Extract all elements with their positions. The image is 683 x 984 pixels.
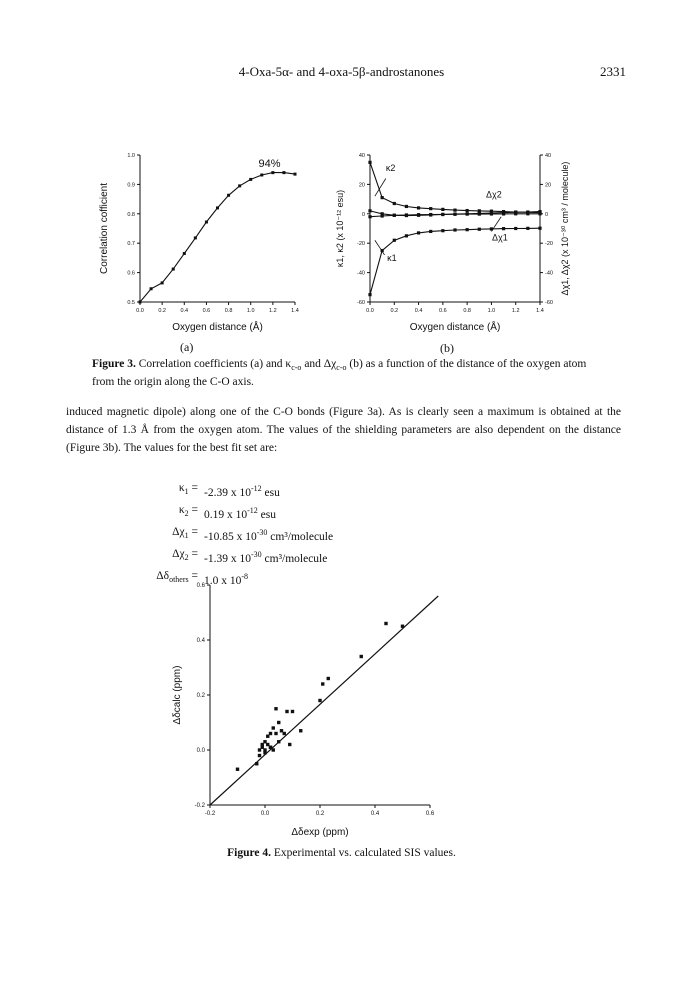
data-point	[194, 236, 197, 239]
data-point	[271, 171, 274, 174]
series-annotation: Δχ1	[492, 232, 508, 243]
y-tick-label: 0.7	[127, 241, 135, 248]
panel-b-label: (b)	[440, 341, 454, 355]
y-axis-label-left: κ1, κ2 (x 10⁻¹² esu)	[335, 189, 345, 268]
x-tick-label: -0.2	[204, 811, 216, 817]
x-tick-label: 0.6	[202, 308, 211, 314]
symbol-subscript: 1	[184, 487, 189, 496]
scatter-point	[384, 622, 387, 625]
scatter-point	[274, 732, 277, 735]
x-tick-label: 1.2	[269, 308, 277, 314]
value-unit: cm³/molecule	[267, 531, 334, 543]
symbol-subscript: others	[169, 575, 189, 584]
equals-sign: =	[188, 526, 198, 538]
series-point	[526, 212, 529, 215]
series-point	[478, 212, 481, 215]
series-point	[381, 214, 384, 217]
x-axis-label: Δδexp (ppm)	[291, 827, 349, 838]
scatter-point	[269, 732, 272, 735]
max-annotation: 94%	[258, 157, 281, 170]
x-tick-label: 0.2	[315, 811, 325, 817]
caption-sub1: c-o	[291, 363, 302, 372]
figure-3-caption-label: Figure 3.	[92, 358, 136, 370]
y-tick-label: 0.2	[196, 693, 205, 699]
parameter-value	[204, 546, 454, 568]
series-annotation: κ1	[387, 252, 397, 263]
symbol-text: Δχ	[172, 548, 185, 560]
scatter-point	[258, 754, 261, 757]
y-tick-label: 0.5	[127, 300, 135, 306]
figure-4-caption-text: Experimental vs. calculated SIS values.	[273, 847, 456, 859]
x-tick-label: 0.0	[136, 308, 144, 314]
data-point	[238, 184, 241, 187]
series-point	[490, 212, 493, 215]
equals-sign: =	[188, 504, 198, 516]
scatter-point	[277, 740, 280, 743]
data-point	[216, 206, 219, 209]
data-point	[161, 281, 164, 284]
equals-sign: =	[188, 482, 198, 494]
parameter-symbol	[150, 480, 204, 502]
page-number: 2331	[600, 64, 626, 79]
parameter-row	[150, 546, 454, 568]
x-axis-label: Oxygen distance (Å)	[172, 322, 263, 333]
value-mantissa: -1.39 x 10	[204, 553, 251, 565]
x-tick-label: 0.4	[180, 308, 189, 314]
series-point	[429, 207, 432, 210]
series-point	[368, 293, 371, 296]
symbol-subscript: 2	[184, 553, 189, 562]
y-tick-label: 0.0	[196, 748, 205, 754]
x-tick-label: 0.6	[425, 811, 435, 817]
value-exponent: -12	[250, 484, 262, 493]
scatter-point	[263, 748, 266, 751]
x-tick-label: 0.8	[224, 308, 233, 314]
scatter-point	[274, 707, 277, 710]
equals-sign: =	[188, 548, 198, 560]
symbol-subscript: 2	[184, 509, 189, 518]
y-tick-label: -0.2	[194, 803, 205, 809]
symbol-subscript: 1	[184, 531, 189, 540]
x-axis-label: Oxygen distance (Å)	[409, 322, 501, 333]
y-tick-label: 0.6	[196, 583, 205, 589]
y-tick-label-left: -60	[357, 300, 365, 306]
data-point	[249, 178, 252, 181]
symbol-text: κ	[178, 482, 185, 494]
series-point	[393, 202, 396, 205]
data-point	[172, 268, 175, 271]
parameter-value	[204, 524, 454, 546]
value-mantissa: -2.39 x 10	[204, 487, 251, 499]
series-point	[514, 212, 517, 215]
x-tick-label: 0.2	[390, 308, 399, 314]
parameter-row	[150, 480, 454, 502]
value-exponent: -30	[256, 528, 268, 537]
data-point	[205, 221, 208, 224]
x-tick-label: 0.4	[370, 811, 380, 817]
parameter-row	[150, 502, 454, 524]
data-point	[282, 171, 285, 174]
series-point	[381, 196, 384, 199]
symbol-text: Δδ	[156, 570, 170, 582]
running-title: 4-Oxa-5α- and 4-oxa-5β-androstanones	[238, 64, 445, 79]
series-point	[417, 231, 420, 234]
data-point	[139, 301, 142, 304]
series-point	[417, 213, 420, 216]
data-point	[150, 287, 153, 290]
y-tick-label-left: -20	[357, 241, 365, 248]
caption-part3: (b) as a function of the distance of the oxygen atom from the origin along the C-O axis.	[92, 358, 587, 388]
parameter-symbol	[150, 524, 204, 546]
series-point	[466, 212, 469, 215]
parameter-row	[150, 524, 454, 546]
y-axis-label-right: Δχ1, Δχ2 (x 10⁻³⁰ cm³ / molecule)	[560, 161, 570, 296]
value-mantissa: 1.0 x 10	[204, 575, 242, 587]
series-annotation: κ2	[385, 163, 396, 174]
y-tick-label-right: 40	[545, 153, 552, 159]
equals-sign: =	[188, 570, 198, 582]
data-point	[294, 173, 297, 176]
series-point	[393, 214, 396, 217]
series-point	[453, 209, 456, 212]
x-tick-label: 0.0	[366, 308, 374, 314]
series-point	[514, 227, 517, 230]
parameter-value	[204, 480, 454, 502]
figure-3a-chart	[90, 140, 310, 340]
y-axis-label: Correlation cofficient	[99, 183, 110, 274]
scatter-point	[327, 677, 330, 680]
series-point	[526, 227, 529, 230]
y-axis-label: Δδcalc (ppm)	[172, 665, 183, 725]
series-point	[405, 205, 408, 208]
x-tick-label: 1.0	[487, 308, 496, 314]
scatter-point	[360, 655, 363, 658]
scatter-point	[285, 710, 288, 713]
series-point	[429, 230, 432, 233]
scatter-point	[269, 746, 272, 749]
value-unit: esu	[257, 509, 277, 521]
y-tick-label-left: 0	[361, 211, 365, 218]
x-tick-label: 0.6	[439, 308, 447, 314]
series-point	[441, 213, 444, 216]
y-tick-label-right: 20	[545, 182, 552, 189]
y-tick-label: 0.9	[127, 182, 135, 189]
scatter-point	[255, 762, 258, 765]
series-point	[441, 208, 444, 211]
series-point	[368, 209, 371, 212]
value-mantissa: -10.85 x 10	[204, 531, 257, 543]
scatter-point	[401, 625, 404, 628]
series-point	[429, 213, 432, 216]
scatter-point	[280, 729, 283, 732]
panel-a-label: (a)	[180, 340, 194, 354]
data-point	[227, 194, 230, 197]
series-point	[405, 234, 408, 237]
y-tick-label-left: 20	[358, 182, 365, 189]
series-point	[368, 161, 371, 164]
value-unit: cm³/molecule	[261, 553, 328, 565]
series-point	[417, 206, 420, 209]
x-tick-label: 1.4	[536, 308, 544, 314]
value-mantissa: 0.19 x 10	[204, 509, 248, 521]
series-annotation: Δχ2	[485, 189, 502, 200]
parameter-symbol	[150, 546, 204, 568]
figure-3-caption	[92, 357, 597, 390]
parameter-symbol	[150, 502, 204, 524]
y-tick-label-right: 0	[545, 211, 549, 218]
y-tick-label: 0.6	[127, 270, 135, 277]
x-tick-label: 0.4	[414, 308, 423, 314]
annotation-arrow	[375, 240, 385, 255]
figure-4-chart	[160, 570, 460, 840]
figure-4-caption	[0, 846, 683, 861]
x-tick-label: 1.0	[246, 308, 255, 314]
series-point	[502, 212, 505, 215]
data-point	[183, 252, 186, 255]
x-tick-label: 0.8	[463, 308, 471, 314]
y-tick-label: 0.8	[127, 211, 135, 218]
x-tick-label: 0.2	[158, 308, 166, 314]
y-tick-label-right: -20	[545, 241, 553, 248]
symbol-text: Δχ	[172, 526, 185, 538]
scatter-point	[299, 729, 302, 732]
series-point	[393, 239, 396, 242]
body-paragraph: induced magnetic dipole) along one of the C-O bonds (Figure 3a). As is clearly seen a maximum is obtained at the distance of 1.3 Å from the oxygen atom. The values of the shielding parameters are also dependent on the distance (Figure 3b). The values for the best fit set are:	[66, 406, 621, 454]
series-point	[538, 227, 541, 230]
scatter-point	[288, 743, 291, 746]
y-tick-label-right: -40	[545, 270, 553, 277]
series-point	[502, 227, 505, 230]
value-exponent: -12	[247, 506, 258, 515]
series-point	[368, 215, 371, 218]
figure-4-caption-label: Figure 4.	[227, 847, 271, 859]
caption-part1: Correlation coefficients (a) and κ	[138, 358, 292, 370]
scatter-point	[236, 768, 239, 771]
caption-sub2: c-o	[336, 363, 347, 372]
series-point	[405, 213, 408, 216]
scatter-point	[291, 710, 294, 713]
value-exponent: -8	[241, 572, 249, 581]
series-point	[466, 209, 469, 212]
scatter-point	[318, 699, 321, 702]
y-tick-label-left: -40	[357, 270, 365, 277]
series-point	[453, 213, 456, 216]
y-tick-label: 1.0	[127, 153, 135, 159]
x-tick-label: 1.4	[291, 308, 299, 314]
caption-part2: and Δχ	[301, 358, 337, 370]
scatter-point	[272, 726, 275, 729]
series-point	[466, 228, 469, 231]
scatter-point	[277, 721, 280, 724]
parameter-value	[204, 502, 454, 524]
series-point	[478, 228, 481, 231]
x-tick-label: 1.2	[511, 308, 520, 314]
x-tick-label: 0.0	[260, 811, 270, 817]
y-tick-label: 0.4	[196, 638, 205, 644]
symbol-text: κ	[178, 504, 185, 516]
value-unit: esu	[261, 487, 280, 499]
y-tick-label-right: -60	[545, 300, 553, 306]
series-point	[441, 229, 444, 232]
figure-3b-chart	[330, 140, 600, 340]
y-tick-label-left: 40	[358, 153, 365, 159]
scatter-point	[321, 682, 324, 685]
series-point	[538, 212, 541, 215]
series-point	[453, 228, 456, 231]
data-point	[260, 173, 263, 176]
value-exponent: -30	[250, 550, 262, 559]
